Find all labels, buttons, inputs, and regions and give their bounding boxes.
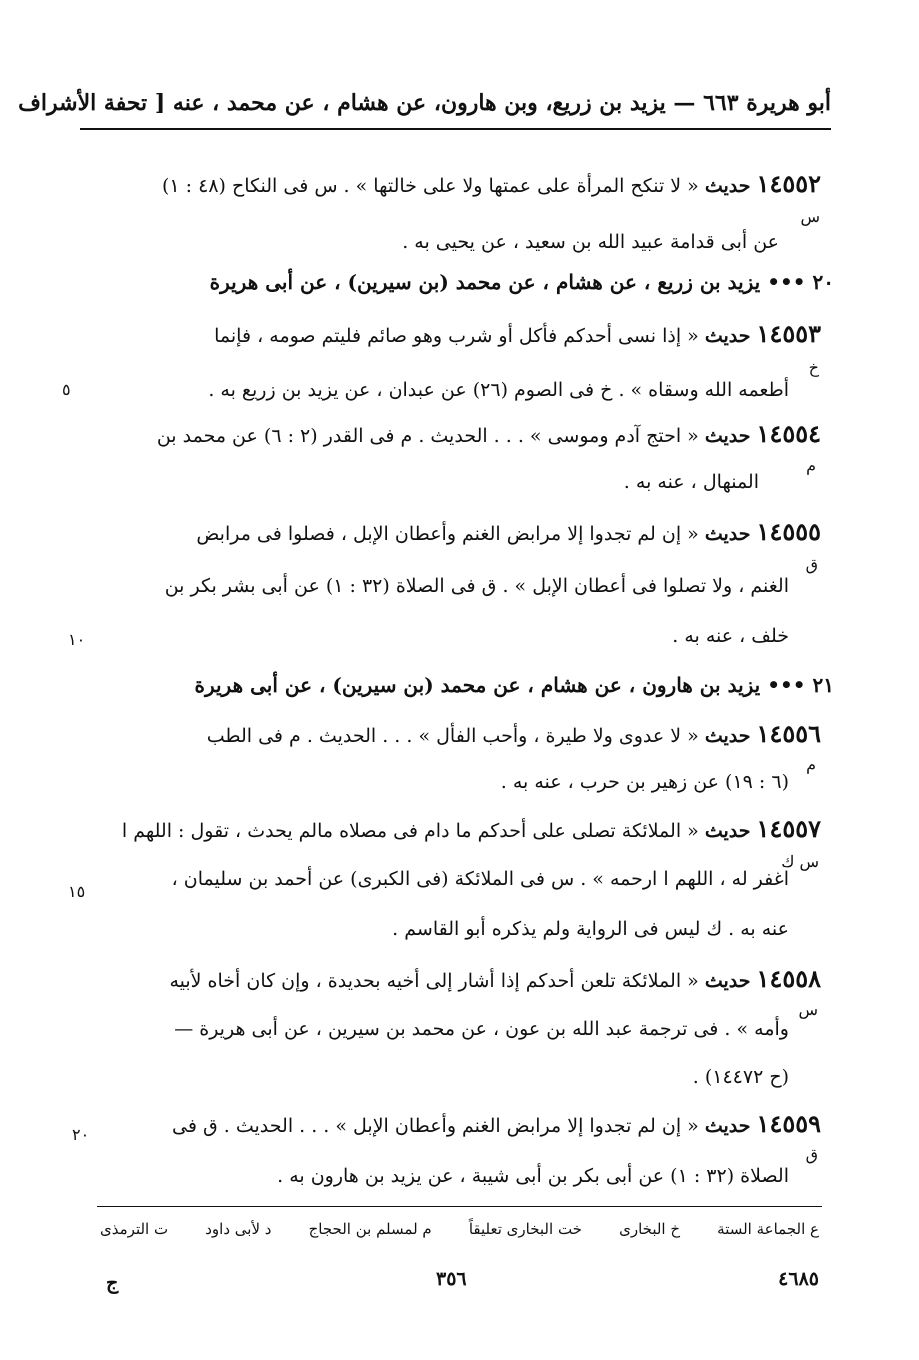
hadith-line: أطعمه الله وسقاه » . خ فى الصوم (٢٦) عن عبدان ، عن يزيد بن زريع به . (208, 379, 789, 401)
source-siglum: م (806, 755, 816, 774)
source-siglum: ق (805, 1145, 818, 1164)
legend-item: ت الترمذى (100, 1220, 169, 1238)
hadith-line: ١٤٥٥٥ حديث « إن لم تجدوا إلا مرابض الغنم وأعطان الإبل ، فصلوا فى مرابض (196, 517, 821, 546)
hadith-line: الصلاة (٣٢ : ١) عن أبى بكر بن أبى شيبة ، عن يزيد بن هارون به . (277, 1165, 789, 1187)
legend-item: د لأبى داود (205, 1220, 272, 1238)
hadith-line: خلف ، عنه به . (672, 625, 789, 647)
hadith-line: ١٤٥٥٢ حديث « لا تنكح المرأة على عمتها ولا على خالتها » . س فى النكاح (٤٨ : ١) (161, 169, 821, 198)
hadith-line: ١٤٥٥٨ حديث « الملائكة تلعن أحدكم إذا أشار إلى أخيه بحديدة ، وإن كان أخاه لأبيه (169, 964, 821, 993)
line-number-marker: ٢٠ (72, 1125, 90, 1144)
source-siglum: م (806, 456, 816, 475)
hadith-line: وأمه » . فى ترجمة عبد الله بن عون ، عن محمد بن سيرين ، عن أبى هريرة — (174, 1018, 789, 1040)
source-siglum: خ (808, 358, 819, 377)
hadith-line: ١٤٥٥٦ حديث « لا عدوى ولا طيرة ، وأحب الفأل » . . . الحديث . م فى الطب (206, 719, 821, 748)
abbreviation-legend (100, 1220, 819, 1238)
signature-mark: ج (106, 1272, 119, 1294)
isnad-chain-heading: ٢٠ ••• يزيد بن زريع ، عن هشام ، عن محمد (بن سيرين) ، عن أبى هريرة (209, 270, 834, 294)
hadith-line: عنه به . ك ليس فى الرواية ولم يذكره أبو القاسم . (392, 918, 789, 940)
header-text: أبو هريرة ٦٦٣ — يزيد بن زريع، وبن هارون، عن هشام ، عن محمد ، عنه [ تحفة الأشراف (18, 90, 831, 116)
hadith-line: ١٤٥٥٧ حديث « الملائكة تصلى على أحدكم ما دام فى مصلاه مالم يحدث ، تقول : اللهم ا (121, 814, 821, 843)
hadith-line: المنهال ، عنه به . (623, 471, 759, 493)
line-number-marker: ١٥ (68, 882, 86, 901)
legend-item: خ البخارى (619, 1220, 681, 1238)
source-siglum: ق (805, 555, 818, 574)
hadith-line: ١٤٥٥٤ حديث « احتج آدم وموسى » . . . الحديث . م فى القدر (٢ : ٦) عن محمد بن (156, 419, 821, 448)
hadith-line: اغفر له ، اللهم ا ارحمه » . س فى الملائكة (فى الكبرى) عن أحمد بن سليمان ، (171, 868, 789, 890)
hadith-line: عن أبى قدامة عبيد الله بن سعيد ، عن يحيى به . (402, 231, 779, 253)
hadith-line: (ح ١٤٤٧٢) . (692, 1066, 789, 1088)
line-number-marker: ٥ (62, 380, 71, 399)
footer-rule (97, 1206, 822, 1207)
volume-number: ٤٦٨٥ (778, 1268, 819, 1290)
legend-item: م لمسلم بن الحجاج (308, 1220, 432, 1238)
page-number: ٣٥٦ (436, 1268, 467, 1290)
line-number-marker: ١٠ (68, 630, 86, 649)
hadith-line: ١٤٥٥٣ حديث « إذا نسى أحدكم فأكل أو شرب وهو صائم فليتم صومه ، فإنما (214, 319, 821, 348)
hadith-line: ١٤٥٥٩ حديث « إن لم تجدوا إلا مرابض الغنم وأعطان الإبل » . . . الحديث . ق فى (172, 1109, 821, 1138)
running-header (18, 80, 831, 130)
source-siglum: س (800, 207, 820, 226)
source-siglum: س (798, 1000, 818, 1019)
legend-item: ع الجماعة الستة (717, 1220, 819, 1238)
source-siglum: س ك (781, 852, 819, 871)
hadith-line: الغنم ، ولا تصلوا فى أعطان الإبل » . ق فى الصلاة (٣٢ : ١) عن أبى بشر بكر بن (164, 575, 789, 597)
isnad-chain-heading: ٢١ ••• يزيد بن هارون ، عن هشام ، عن محمد (بن سيرين) ، عن أبى هريرة (194, 673, 834, 697)
hadith-line: (٦ : ١٩) عن زهير بن حرب ، عنه به . (500, 771, 789, 793)
legend-item: خت البخارى تعليقاً (468, 1220, 582, 1238)
